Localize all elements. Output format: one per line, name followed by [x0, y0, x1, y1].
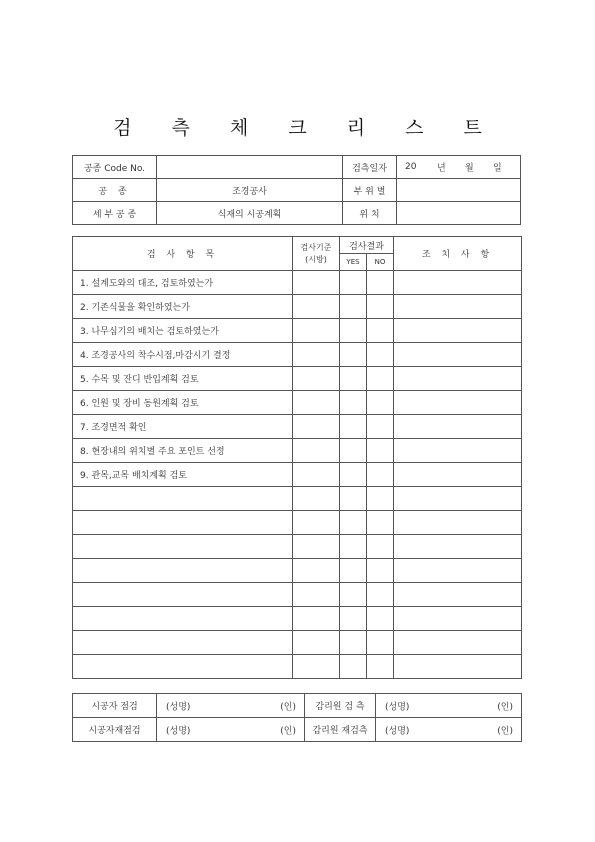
col-no-header: NO: [367, 254, 394, 271]
header-row-detail: [73, 202, 521, 225]
yes-check-cell[interactable]: [340, 391, 367, 415]
action-cell[interactable]: [394, 607, 522, 631]
no-check-cell[interactable]: [367, 319, 394, 343]
table-row: [73, 271, 522, 295]
action-cell[interactable]: [394, 415, 522, 439]
criteria-cell[interactable]: [293, 367, 340, 391]
criteria-cell[interactable]: [293, 415, 340, 439]
date-year: 20: [405, 162, 417, 172]
inspection-item-text: 5. 수목 및 잔디 반입계획 검토: [73, 367, 293, 391]
no-check-cell[interactable]: [367, 271, 394, 295]
yes-check-cell[interactable]: [340, 439, 367, 463]
criteria-cell[interactable]: [293, 607, 340, 631]
trade-label: 공 종: [73, 179, 157, 202]
yes-check-cell[interactable]: [340, 367, 367, 391]
action-cell[interactable]: [394, 535, 522, 559]
inspection-table: [72, 236, 522, 679]
detail-label: 세 부 공 종: [73, 202, 157, 225]
code-value-field[interactable]: [157, 156, 343, 179]
inspection-item-text: [73, 559, 293, 583]
date-year-unit: 년: [437, 163, 446, 174]
position-value-field[interactable]: [397, 202, 521, 225]
no-check-cell[interactable]: [367, 583, 394, 607]
inspection-header-row: [73, 237, 522, 254]
table-row: [73, 391, 522, 415]
action-cell[interactable]: [394, 319, 522, 343]
col-result-header: 검사결과: [340, 237, 394, 254]
col-criteria-line2: (시방): [305, 254, 327, 264]
col-criteria-line1: 검사기준: [300, 242, 332, 252]
detail-value-field[interactable]: 식재의 시공계획: [157, 202, 343, 225]
trade-value-field[interactable]: 조경공사: [157, 179, 343, 202]
yes-check-cell[interactable]: [340, 631, 367, 655]
date-label: 검측일자: [343, 156, 397, 179]
header-row-code: [73, 156, 521, 179]
action-cell[interactable]: [394, 391, 522, 415]
header-info-table: [72, 155, 521, 225]
table-row: [73, 631, 522, 655]
no-check-cell[interactable]: [367, 295, 394, 319]
yes-check-cell[interactable]: [340, 559, 367, 583]
no-check-cell[interactable]: [367, 535, 394, 559]
inspection-rows: [73, 271, 522, 679]
action-cell[interactable]: [394, 655, 522, 679]
table-row: [73, 343, 522, 367]
supervisor-reinspection-label: 감리원 재검측: [305, 718, 376, 742]
no-check-cell[interactable]: [367, 439, 394, 463]
table-row: [73, 535, 522, 559]
signature-row-2: [73, 718, 522, 742]
no-check-cell[interactable]: [367, 463, 394, 487]
yes-check-cell[interactable]: [340, 655, 367, 679]
name-placeholder: (성명): [166, 702, 191, 712]
header-row-trade: [73, 179, 521, 202]
yes-check-cell[interactable]: [340, 607, 367, 631]
signature-row-1: [73, 694, 522, 718]
col-item-header: 검 사 항 목: [73, 237, 293, 271]
date-day-unit: 일: [493, 163, 502, 174]
action-cell[interactable]: [394, 367, 522, 391]
action-cell[interactable]: [394, 439, 522, 463]
action-cell[interactable]: [394, 295, 522, 319]
date-month-unit: 월: [465, 163, 474, 174]
yes-check-cell[interactable]: [340, 343, 367, 367]
inspection-item-text: [73, 631, 293, 655]
table-row: [73, 655, 522, 679]
yes-check-cell[interactable]: [340, 511, 367, 535]
yes-check-cell[interactable]: [340, 583, 367, 607]
location-value-field[interactable]: [397, 179, 521, 202]
seal-placeholder: (인): [280, 726, 296, 736]
seal-placeholder: (인): [497, 702, 513, 712]
contractor-check-field[interactable]: [157, 694, 305, 718]
table-row: [73, 319, 522, 343]
no-check-cell[interactable]: [367, 415, 394, 439]
criteria-cell[interactable]: [293, 439, 340, 463]
inspection-item-text: [73, 511, 293, 535]
inspection-item-text: 8. 현장내의 위치별 주요 포인트 선정: [73, 439, 293, 463]
inspection-item-text: 3. 나무심기의 배치는 검토하였는가: [73, 319, 293, 343]
seal-placeholder: (인): [497, 726, 513, 736]
table-row: [73, 367, 522, 391]
inspection-item-text: [73, 487, 293, 511]
name-placeholder: (성명): [385, 702, 410, 712]
location-label: 부 위 별: [343, 179, 397, 202]
position-label: 위 치: [343, 202, 397, 225]
table-row: [73, 439, 522, 463]
yes-check-cell[interactable]: [340, 271, 367, 295]
name-placeholder: (성명): [385, 726, 410, 736]
no-check-cell[interactable]: [367, 559, 394, 583]
name-placeholder: (성명): [166, 726, 191, 736]
action-cell[interactable]: [394, 271, 522, 295]
criteria-cell[interactable]: [293, 487, 340, 511]
inspection-item-text: [73, 607, 293, 631]
criteria-cell[interactable]: [293, 343, 340, 367]
table-row: [73, 463, 522, 487]
criteria-cell[interactable]: [293, 655, 340, 679]
criteria-cell[interactable]: [293, 631, 340, 655]
contractor-check-label: 시공자 점검: [73, 694, 157, 718]
table-row: [73, 607, 522, 631]
table-row: [73, 511, 522, 535]
yes-check-cell[interactable]: [340, 463, 367, 487]
yes-check-cell[interactable]: [340, 535, 367, 559]
action-cell[interactable]: [394, 511, 522, 535]
no-check-cell[interactable]: [367, 487, 394, 511]
table-row: [73, 559, 522, 583]
inspection-item-text: [73, 583, 293, 607]
no-check-cell[interactable]: [367, 367, 394, 391]
action-cell[interactable]: [394, 463, 522, 487]
contractor-recheck-label: 시공자재점검: [73, 718, 157, 742]
seal-placeholder: (인): [280, 702, 296, 712]
table-row: [73, 583, 522, 607]
col-yes-header: YES: [340, 254, 367, 271]
yes-check-cell[interactable]: [340, 319, 367, 343]
signature-table: [72, 693, 522, 742]
no-check-cell[interactable]: [367, 391, 394, 415]
inspection-item-text: [73, 535, 293, 559]
criteria-cell[interactable]: [293, 271, 340, 295]
inspection-item-text: 4. 조경공사의 착수시점,마감시기 결정: [73, 343, 293, 367]
yes-check-cell[interactable]: [340, 295, 367, 319]
yes-check-cell[interactable]: [340, 415, 367, 439]
no-check-cell[interactable]: [367, 631, 394, 655]
no-check-cell[interactable]: [367, 607, 394, 631]
inspection-item-text: 7. 조경면적 확인: [73, 415, 293, 439]
table-row: [73, 295, 522, 319]
criteria-cell[interactable]: [293, 319, 340, 343]
criteria-cell[interactable]: [293, 391, 340, 415]
criteria-cell[interactable]: [293, 295, 340, 319]
criteria-cell[interactable]: [293, 463, 340, 487]
criteria-cell[interactable]: [293, 559, 340, 583]
table-row: [73, 487, 522, 511]
criteria-cell[interactable]: [293, 535, 340, 559]
yes-check-cell[interactable]: [340, 487, 367, 511]
contractor-recheck-field[interactable]: [157, 718, 305, 742]
inspection-item-text: 1. 설계도와의 대조, 검토하였는가: [73, 271, 293, 295]
no-check-cell[interactable]: [367, 343, 394, 367]
criteria-cell[interactable]: [293, 583, 340, 607]
criteria-cell[interactable]: [293, 511, 340, 535]
inspection-item-text: 9. 관목,교목 배치계획 검토: [73, 463, 293, 487]
action-cell[interactable]: [394, 487, 522, 511]
supervisor-inspection-field[interactable]: [376, 694, 522, 718]
inspection-item-text: 6. 인원 및 장비 동원계획 검토: [73, 391, 293, 415]
supervisor-inspection-label: 감리원 검 측: [305, 694, 376, 718]
date-value-field[interactable]: [397, 156, 521, 179]
action-cell[interactable]: [394, 631, 522, 655]
no-check-cell[interactable]: [367, 655, 394, 679]
code-label: 공종 Code No.: [73, 156, 157, 179]
inspection-item-text: [73, 655, 293, 679]
no-check-cell[interactable]: [367, 511, 394, 535]
col-criteria-header: [293, 237, 340, 271]
page-title: 검 측 체 크 리 스 트: [113, 117, 499, 139]
col-action-header: 조 치 사 항: [394, 237, 522, 271]
table-row: [73, 415, 522, 439]
supervisor-reinspection-field[interactable]: [376, 718, 522, 742]
inspection-item-text: 2. 기존식물을 확인하였는가: [73, 295, 293, 319]
action-cell[interactable]: [394, 583, 522, 607]
action-cell[interactable]: [394, 343, 522, 367]
action-cell[interactable]: [394, 559, 522, 583]
